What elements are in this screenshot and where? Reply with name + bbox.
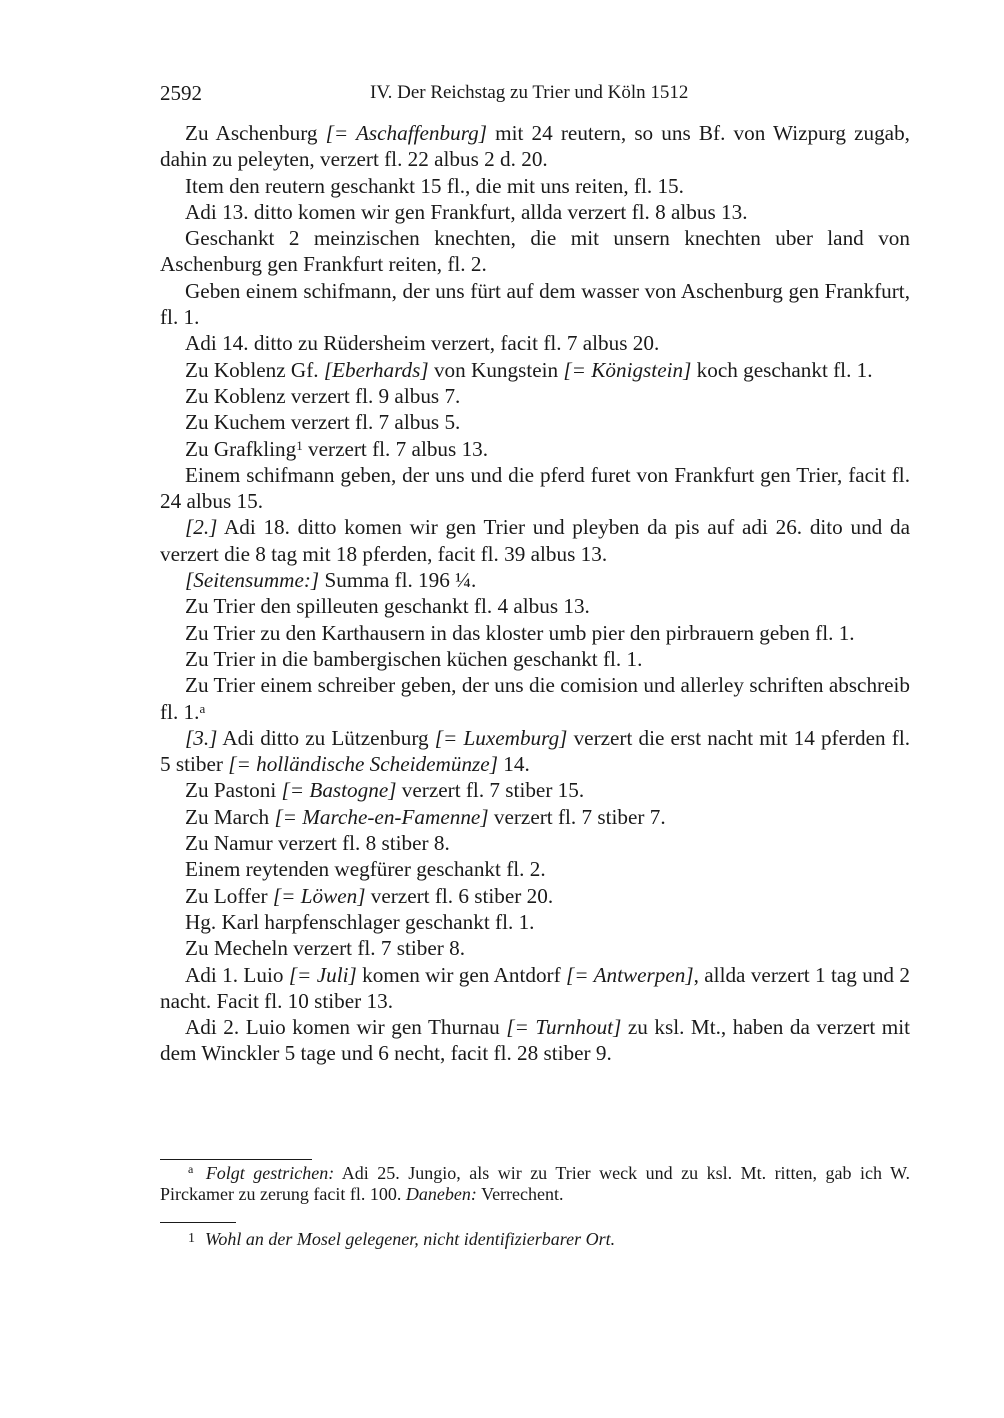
entry-text: Geschankt 2 meinzischen knechten, die mit unsern knechten uber land von Aschenburg gen Frankfurt reiten, fl. 2. xyxy=(160,226,910,277)
entry-text: mit 24 reutern, so uns Bf. von Wizpurg zugab, dahin zu peleyten, verzert fl. 22 albus 2 d. 20. xyxy=(160,121,910,172)
page-number: 2592 xyxy=(160,81,202,105)
account-entry xyxy=(160,593,910,619)
editorial-italic: [= Bastogne] xyxy=(281,778,397,803)
entry-text: Zu Trier in die bambergischen küchen geschankt fl. 1. xyxy=(185,646,643,671)
account-entries xyxy=(160,120,910,1067)
entry-text: Adi 14. ditto zu Rüdersheim verzert, facit fl. 7 albus 20. xyxy=(185,331,660,356)
entry-text: Einem schifmann geben, der uns und die pferd furet von Frankfurt gen Trier, facit fl. 24 albus 15. xyxy=(160,462,910,514)
account-entry xyxy=(160,567,910,593)
footnote-rule-textual xyxy=(160,1159,312,1160)
account-entry xyxy=(160,278,910,331)
editorial-italic: [Seitensumme:] xyxy=(185,568,320,593)
entry-text: Zu Trier einem schreiber geben, der uns die comision und allerley schriften abschreib fl. 1. xyxy=(160,673,910,724)
account-entry xyxy=(160,225,910,278)
account-entry xyxy=(160,120,910,173)
entry-text: 14. xyxy=(497,752,530,777)
account-entry xyxy=(160,462,910,515)
entry-text: Zu Aschenburg xyxy=(185,121,326,145)
editorial-italic: [= Löwen] xyxy=(272,883,366,908)
account-entry xyxy=(160,883,910,909)
editorial-italic: [2.] xyxy=(185,515,218,540)
entry-text: Zu Koblenz Gf. xyxy=(185,357,324,382)
account-entry xyxy=(160,620,910,646)
entry-text: Item den reutern geschankt 15 fl., die mit uns reiten, fl. 15. xyxy=(185,173,684,198)
account-entry xyxy=(160,962,910,1015)
footnote-rule-commentary xyxy=(160,1222,236,1223)
entry-text: verzert die erst nacht mit 14 pferden fl. 5 stiber xyxy=(160,725,911,777)
footnote-mark: a xyxy=(188,1162,194,1176)
account-entry xyxy=(160,173,910,199)
running-title: IV. Der Reichstag zu Trier und Köln 1512 xyxy=(370,82,689,103)
entry-text: Adi 25. Jungio, als wir zu Trier weck und zu ksl. Mt. ritten, gab ich W. Pirckamer zu zerung facit fl. 100. xyxy=(160,1163,910,1204)
editorial-italic: [= Königstein] xyxy=(563,357,692,382)
entry-text: Zu Trier zu den Karthausern in das kloster umb pier den pirbrauern geben fl. 1. xyxy=(185,620,855,645)
entry-text: von Kungstein xyxy=(428,357,564,382)
entry-text: Adi 1. Luio xyxy=(185,962,289,987)
account-entry xyxy=(160,383,910,409)
entry-text: Zu Loffer xyxy=(185,883,273,908)
account-entry xyxy=(160,357,910,383)
editorial-italic: [Eberhards] xyxy=(323,357,429,382)
footnote-a xyxy=(160,1163,910,1205)
account-entry xyxy=(160,672,910,725)
account-entry xyxy=(160,856,910,882)
entry-text: verzert fl. 6 stiber 20. xyxy=(365,883,554,908)
textual-footnotes xyxy=(160,1163,910,1205)
commentary-footnotes xyxy=(160,1229,910,1250)
editorial-italic: [= holländische Scheidemünze] xyxy=(228,752,498,777)
entry-text: Zu Koblenz verzert fl. 9 albus 7. xyxy=(185,383,461,408)
entry-text: Hg. Karl harpfenschlager geschankt fl. 1. xyxy=(185,909,535,934)
editorial-italic: [= Aschaffenburg] xyxy=(325,121,487,145)
entry-text: koch geschankt fl. 1. xyxy=(691,357,873,382)
editorial-italic: Folgt gestrichen: xyxy=(205,1163,335,1183)
entry-text: Einem reytenden wegfürer geschankt fl. 2. xyxy=(185,857,546,882)
entry-text: Geben einem schifmann, der uns fürt auf dem wasser von Aschenburg gen Frankfurt, fl. 1. xyxy=(160,278,910,330)
account-entry xyxy=(160,646,910,672)
account-entry xyxy=(160,830,910,856)
entry-text: Zu Pastoni xyxy=(185,778,282,803)
account-entry xyxy=(160,804,910,830)
entry-text: komen wir gen Antdorf xyxy=(356,962,567,987)
note-reference: a xyxy=(199,700,206,716)
note-reference: 1 xyxy=(296,437,303,453)
editorial-italic: Daneben: xyxy=(405,1184,477,1204)
account-entry xyxy=(160,909,910,935)
footnote-number: 1 xyxy=(188,1231,195,1246)
entry-text: Adi ditto zu Lützenburg xyxy=(217,725,435,750)
editorial-italic: [3.] xyxy=(185,725,218,750)
footnote-text: Wohl an der Mosel gelegener, nicht identifizierbarer Ort. xyxy=(205,1229,616,1249)
entry-text: Zu Trier den spilleuten geschankt fl. 4 albus 13. xyxy=(185,594,590,619)
account-entry xyxy=(160,777,910,803)
entry-text: Zu Namur verzert fl. 8 stiber 8. xyxy=(185,831,450,856)
editorial-italic: [= Luxemburg] xyxy=(434,725,568,750)
account-entry xyxy=(160,935,910,961)
footnote-1 xyxy=(160,1229,910,1250)
account-entry xyxy=(160,725,910,778)
entry-text: , allda verzert 1 tag und 2 nacht. Facit fl. 10 stiber 13. xyxy=(160,962,910,1013)
editorial-italic: [= Marche-en-Famenne] xyxy=(274,804,489,829)
entry-text: verzert fl. 7 stiber 15. xyxy=(396,778,585,803)
entry-text: Zu Kuchem verzert fl. 7 albus 5. xyxy=(185,410,461,435)
entry-text: Zu Mecheln verzert fl. 7 stiber 8. xyxy=(185,936,466,961)
editorial-italic: [= Turnhout] xyxy=(506,1015,622,1040)
editorial-italic: [= Antwerpen] xyxy=(566,962,694,987)
account-entry xyxy=(160,1014,910,1067)
account-entry xyxy=(160,436,910,462)
entry-text: verzert fl. 7 stiber 7. xyxy=(488,804,666,829)
account-entry xyxy=(160,199,910,225)
entry-text: Adi 18. ditto komen wir gen Trier und pleyben da pis auf adi 26. dito und da verzert die 8 tag mit 18 pferden, facit fl. 39 albus 13. xyxy=(160,515,910,566)
entry-text: Verrechent. xyxy=(476,1184,564,1204)
editorial-italic: [= Juli] xyxy=(288,962,357,987)
entry-text: Adi 13. ditto komen wir gen Frankfurt, allda verzert fl. 8 albus 13. xyxy=(185,199,748,224)
entry-text: Summa fl. 196 ¼. xyxy=(319,568,477,593)
account-entry xyxy=(160,409,910,435)
entry-text: verzert fl. 7 albus 13. xyxy=(302,436,489,461)
entry-text: Zu March xyxy=(185,804,275,829)
entry-text: zu ksl. Mt., haben da verzert mit dem Winckler 5 tage und 6 necht, facit fl. 28 stiber 9. xyxy=(160,1015,910,1066)
entry-text: Adi 2. Luio komen wir gen Thurnau xyxy=(185,1015,507,1040)
account-entry xyxy=(160,514,910,567)
account-entry xyxy=(160,330,910,356)
entry-text: Zu Grafkling xyxy=(185,436,297,461)
